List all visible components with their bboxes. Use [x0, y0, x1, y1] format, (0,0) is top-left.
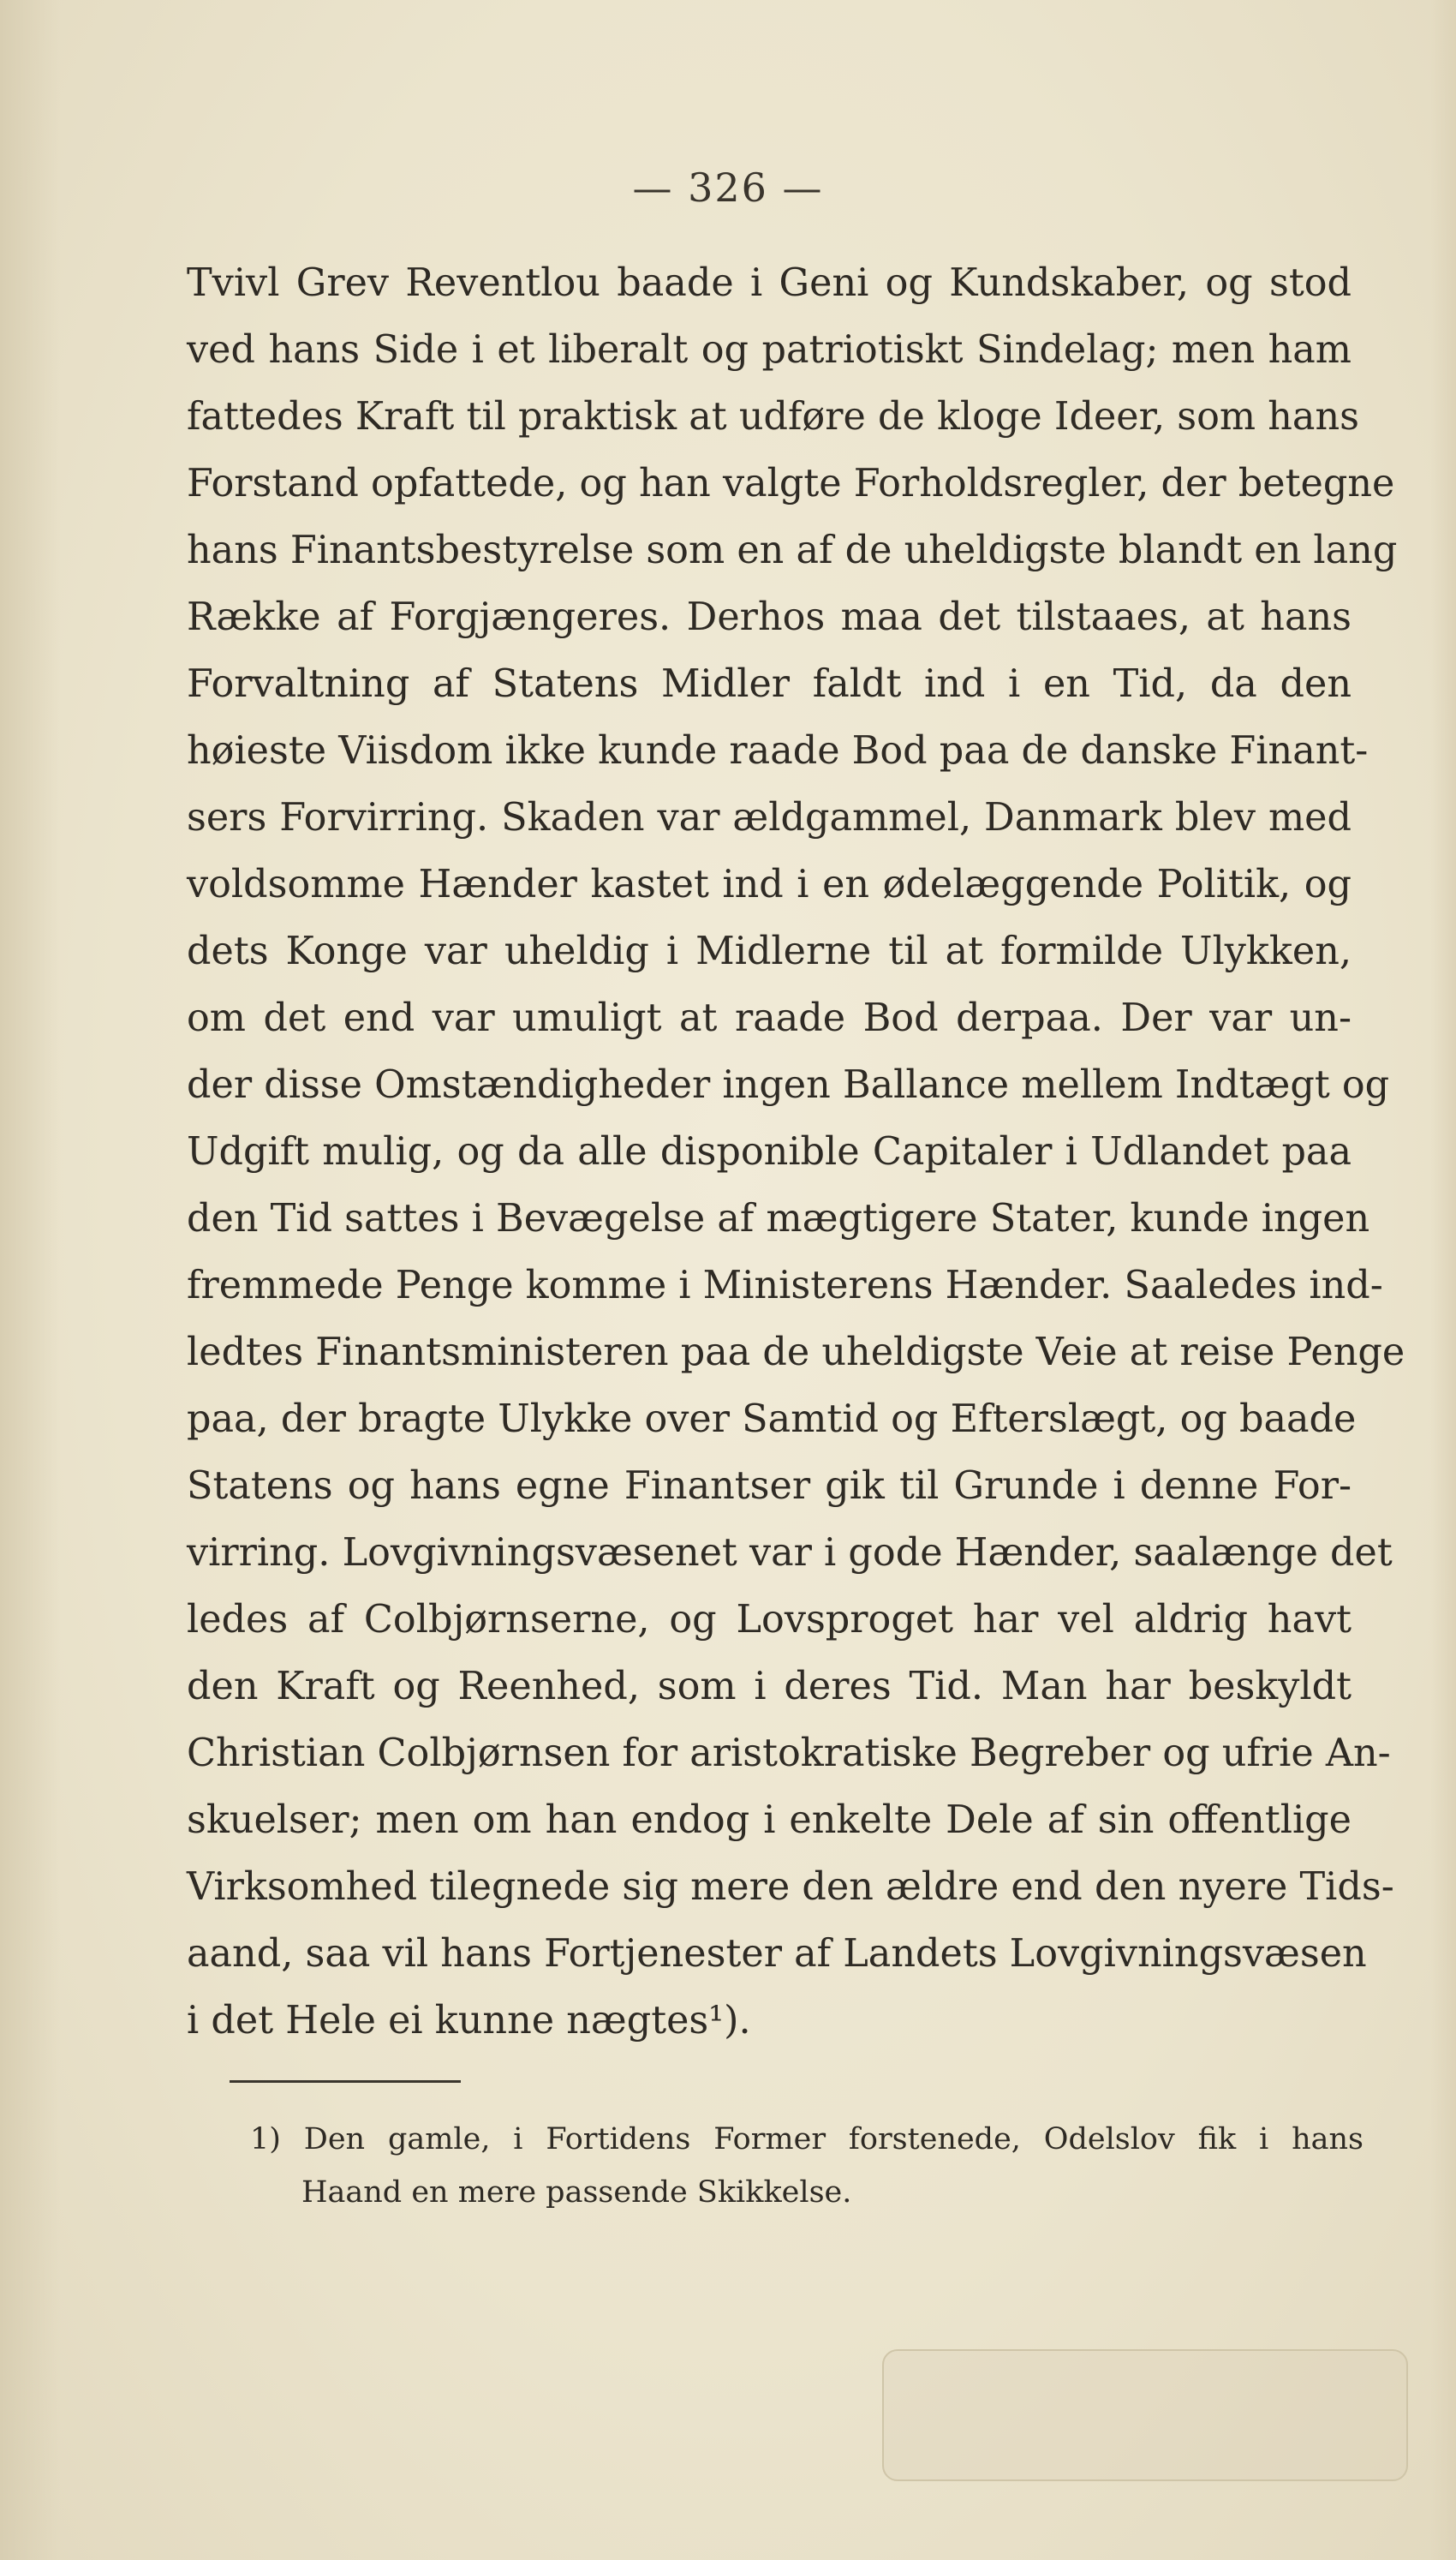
text-line: Tvivl Grev Reventlou baade i Geni og Kundskaber, og stod: [187, 261, 1352, 305]
text-line: aand, saa vil hans Fortjenester af Landets Lovgivningsvæsen: [187, 1932, 1367, 1976]
text-line: der disse Omstændigheder ingen Ballance mellem Indtægt og: [187, 1063, 1390, 1107]
text-line: høieste Viisdom ikke kunde raade Bod paa de danske Finant-: [187, 729, 1369, 773]
text-line: Udgift mulig, og da alle disponible Capitaler i Udlandet paa: [187, 1130, 1352, 1174]
text-line: den Kraft og Reenhed, som i deres Tid. Man har beskyldt: [187, 1665, 1352, 1708]
footnote-line: Haand en mere passende Skikkelse.: [301, 2175, 852, 2210]
footnote: [250, 2113, 1364, 2219]
gutter-shadow: [0, 0, 60, 2560]
text-line: Virksomhed tilegnede sig mere den ældre end den nyere Tids-: [187, 1865, 1394, 1909]
text-line: Række af Forgjængeres. Derhos maa det tilstaaes, at hans: [187, 595, 1352, 639]
page-edge: [1430, 0, 1456, 2560]
footnote-rule: [230, 2080, 461, 2083]
text-line: ledtes Finantsministeren paa de uheldigste Veie at reise Penge: [187, 1331, 1405, 1374]
body-text: [187, 250, 1405, 2055]
text-line: Statens og hans egne Finantser gik til Grunde i denne For-: [187, 1464, 1352, 1508]
text-line: fremmede Penge komme i Ministerens Hænder. Saaledes ind-: [187, 1264, 1383, 1307]
text-line: dets Konge var uheldig i Midlerne til at formilde Ulykken,: [187, 930, 1352, 973]
text-line: i det Hele ei kunne nægtes¹).: [187, 1999, 751, 2043]
text-line: paa, der bragte Ulykke over Samtid og Efterslægt, og baade: [187, 1397, 1357, 1441]
text-line: ved hans Side i et liberalt og patriotiskt Sindelag; men ham: [187, 328, 1352, 372]
text-line: Christian Colbjørnsen for aristokratiske Begreber og ufrie An-: [187, 1732, 1391, 1775]
text-line: den Tid sattes i Bevægelse af mægtigere Stater, kunde ingen: [187, 1197, 1370, 1241]
page-number: — 326 —: [632, 164, 824, 211]
text-line: skuelser; men om han endog i enkelte Dele af sin offentlige: [187, 1798, 1352, 1842]
text-line: voldsomme Hænder kastet ind i en ødelæggende Politik, og: [187, 863, 1352, 906]
footnote-line: 1) Den gamle, i Fortidens Former forstenede, Odelslov fik i hans: [250, 2122, 1364, 2156]
paper-stain: [882, 2349, 1408, 2481]
text-line: virring. Lovgivningsvæsenet var i gode Hænder, saalænge det: [187, 1531, 1393, 1575]
text-line: sers Forvirring. Skaden var ældgammel, Danmark blev med: [187, 796, 1352, 840]
text-line: om det end var umuligt at raade Bod derpaa. Der var un-: [187, 996, 1352, 1040]
text-line: Forstand opfattede, og han valgte Forholdsregler, der betegne: [187, 462, 1395, 505]
text-line: hans Finantsbestyrelse som en af de uheldigste blandt en lang: [187, 529, 1398, 572]
text-line: Forvaltning af Statens Midler faldt ind i en Tid, da den: [187, 662, 1352, 706]
text-line: fattedes Kraft til praktisk at udføre de kloge Ideer, som hans: [187, 395, 1359, 439]
text-line: ledes af Colbjørnserne, og Lovsproget har vel aldrig havt: [187, 1598, 1352, 1642]
